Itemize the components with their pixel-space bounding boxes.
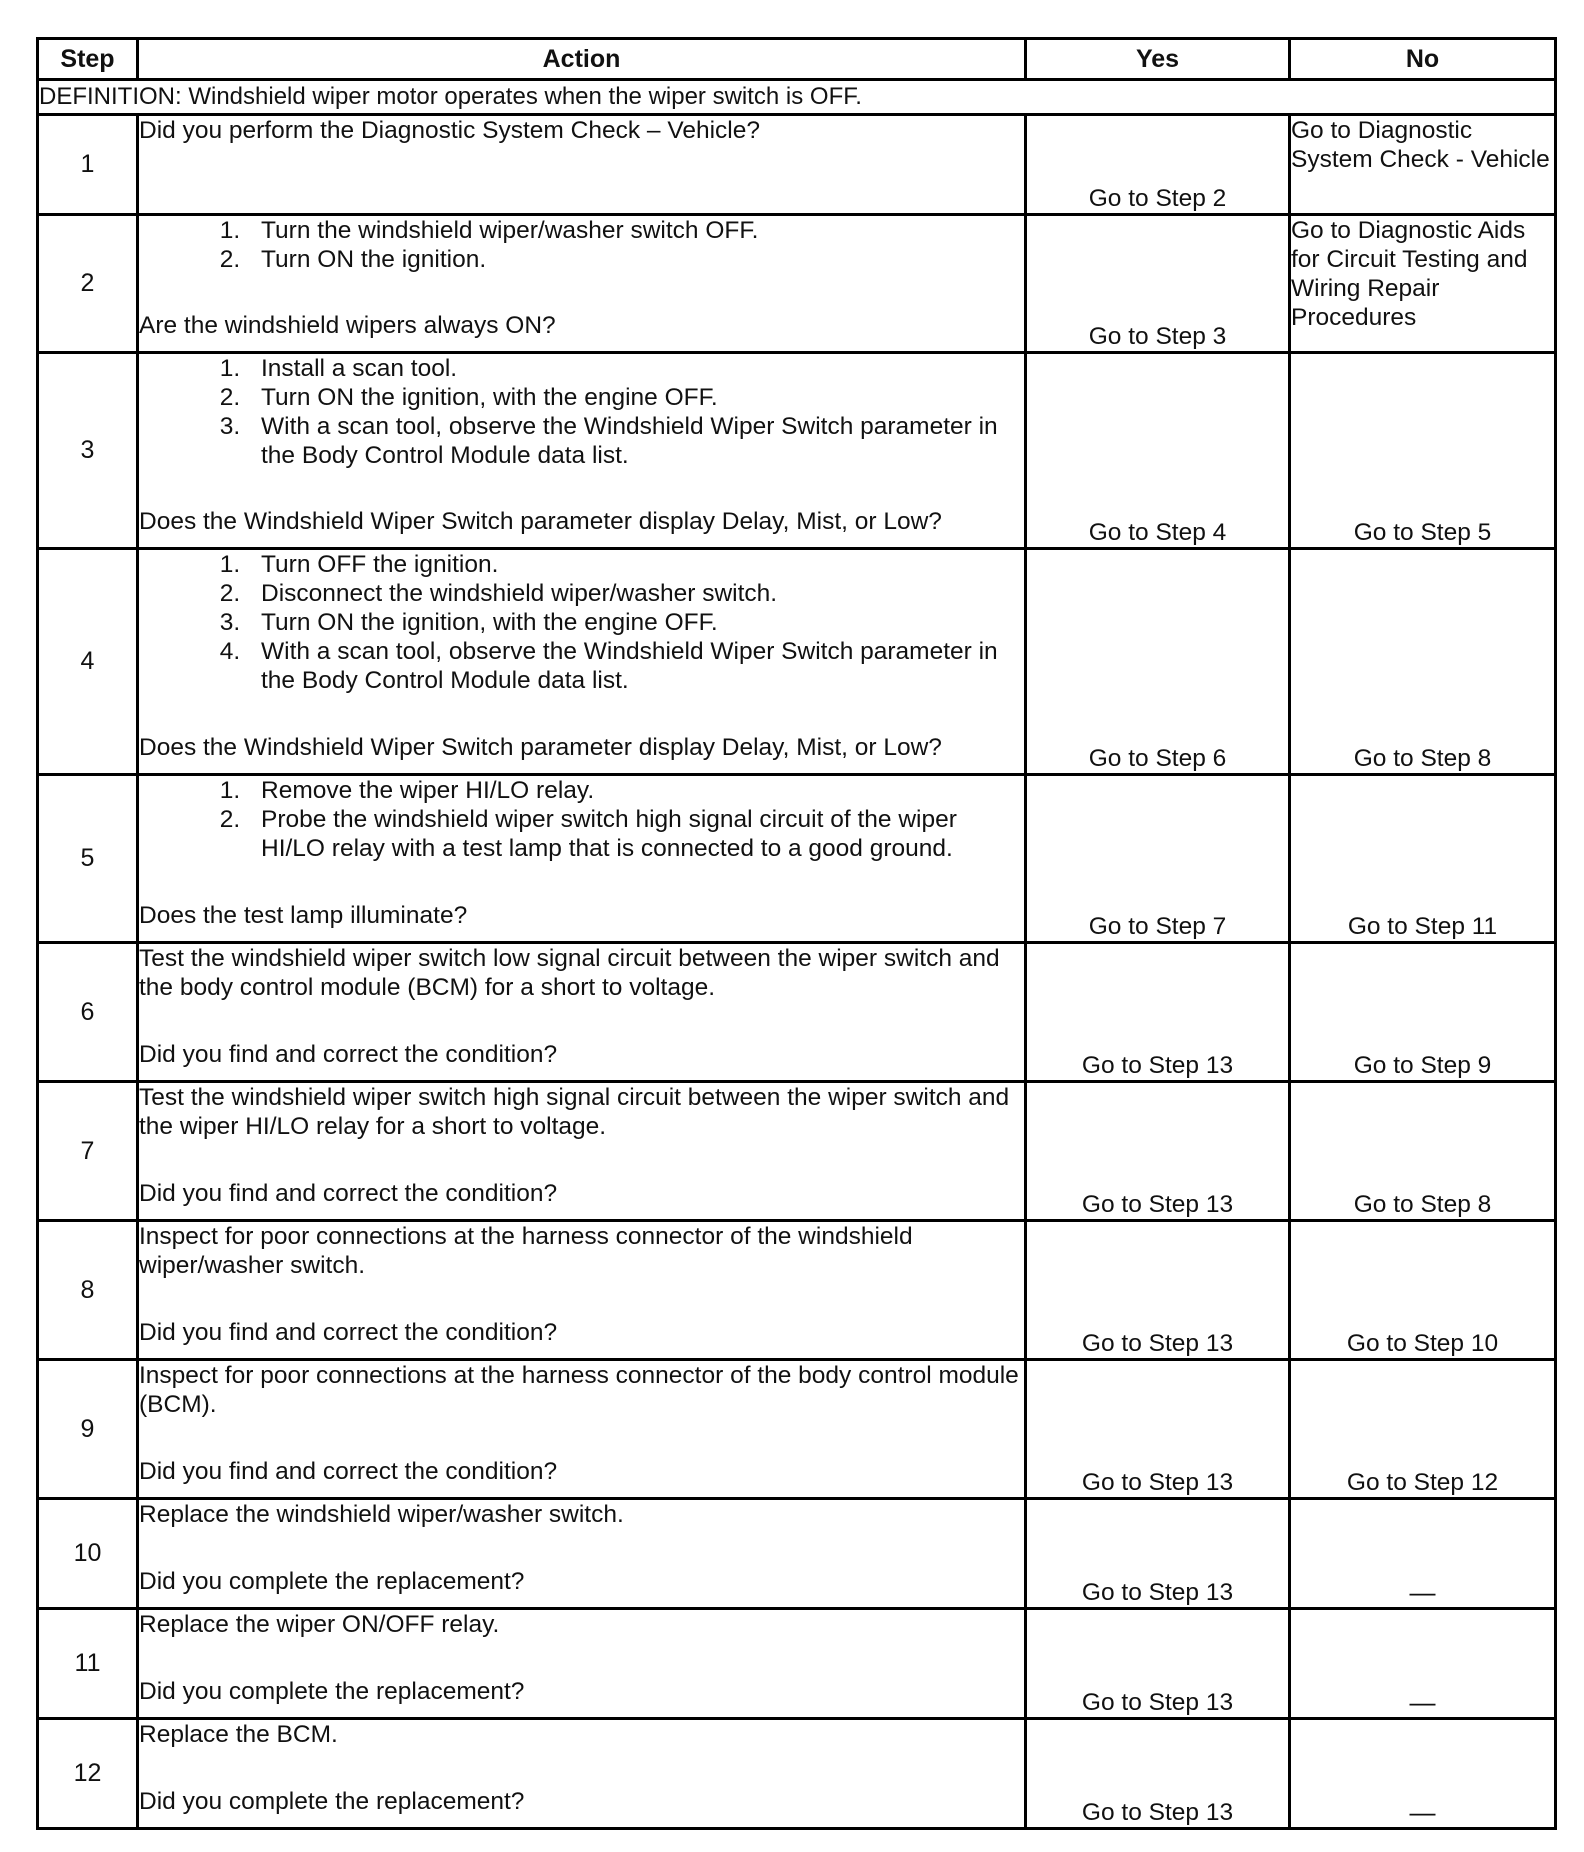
step-number: 7	[38, 1082, 138, 1221]
table-row	[38, 1360, 1556, 1499]
list-item: 3. Turn ON the ignition, with the engine OFF.	[247, 608, 1024, 637]
list-item: 4. With a scan tool, observe the Windshield Wiper Switch parameter in the Body Control Module data list.	[247, 637, 1024, 695]
step-number: 8	[38, 1221, 138, 1360]
yes-cell: Go to Step 13	[1026, 943, 1290, 1082]
action-question: Did you find and correct the condition?	[139, 1458, 558, 1485]
table-row	[38, 1082, 1556, 1221]
step-number: 9	[38, 1360, 138, 1499]
step-number: 11	[38, 1609, 138, 1719]
action-cell	[138, 1499, 1026, 1609]
yes-cell: Go to Step 7	[1026, 775, 1290, 943]
step-number: 5	[38, 775, 138, 943]
no-cell: —	[1290, 1499, 1556, 1609]
action-text: Did you perform the Diagnostic System Check – Vehicle?	[139, 117, 760, 144]
action-question: Did you complete the replacement?	[139, 1788, 525, 1815]
header-yes: Yes	[1026, 39, 1290, 80]
step-number: 6	[38, 943, 138, 1082]
action-question: Did you complete the replacement?	[139, 1678, 525, 1705]
list-item: 1. Turn OFF the ignition.	[247, 550, 1024, 579]
no-cell: Go to Step 9	[1290, 943, 1556, 1082]
action-steps-list	[139, 354, 1024, 470]
action-question: Does the Windshield Wiper Switch parameter display Delay, Mist, or Low?	[139, 734, 942, 761]
no-cell: Go to Step 8	[1290, 1082, 1556, 1221]
yes-cell: Go to Step 13	[1026, 1609, 1290, 1719]
action-cell	[138, 215, 1026, 353]
action-text: Replace the wiper ON/OFF relay.	[139, 1611, 500, 1638]
action-text: Replace the windshield wiper/washer switch.	[139, 1501, 624, 1528]
no-cell: Go to Diagnostic Aids for Circuit Testing and Wiring Repair Procedures	[1290, 215, 1556, 353]
header-step: Step	[38, 39, 138, 80]
yes-cell: Go to Step 13	[1026, 1719, 1290, 1829]
no-cell: Go to Step 12	[1290, 1360, 1556, 1499]
action-question: Are the windshield wipers always ON?	[139, 312, 556, 339]
no-cell: —	[1290, 1719, 1556, 1829]
table-row	[38, 1719, 1556, 1829]
yes-cell: Go to Step 4	[1026, 353, 1290, 549]
table-row	[38, 215, 1556, 353]
no-cell: Go to Diagnostic System Check - Vehicle	[1290, 115, 1556, 215]
header-row	[38, 39, 1556, 80]
list-item: 1. Turn the windshield wiper/washer switch OFF.	[247, 216, 1024, 245]
table-row	[38, 115, 1556, 215]
no-cell: Go to Step 5	[1290, 353, 1556, 549]
yes-cell: Go to Step 13	[1026, 1499, 1290, 1609]
diagnostic-table	[36, 37, 1557, 1830]
list-item: 1. Remove the wiper HI/LO relay.	[247, 776, 1024, 805]
list-item: 2. Turn ON the ignition.	[247, 245, 1024, 274]
action-cell	[138, 943, 1026, 1082]
action-cell	[138, 115, 1026, 215]
list-item: 2. Probe the windshield wiper switch high signal circuit of the wiper HI/LO relay with a test lamp that is connected to a good ground.	[247, 805, 1024, 863]
table-row	[38, 1609, 1556, 1719]
action-question: Does the test lamp illuminate?	[139, 902, 468, 929]
no-cell: Go to Step 11	[1290, 775, 1556, 943]
step-number: 10	[38, 1499, 138, 1609]
table-row	[38, 943, 1556, 1082]
definition-row	[38, 80, 1556, 115]
definition-text: DEFINITION: Windshield wiper motor operates when the wiper switch is OFF.	[38, 80, 1556, 115]
no-cell: Go to Step 10	[1290, 1221, 1556, 1360]
list-item: 1. Install a scan tool.	[247, 354, 1024, 383]
action-text: Inspect for poor connections at the harness connector of the windshield wiper/washer switch.	[139, 1223, 913, 1279]
action-cell	[138, 1360, 1026, 1499]
action-question: Did you find and correct the condition?	[139, 1319, 558, 1346]
action-cell	[138, 1082, 1026, 1221]
step-number: 3	[38, 353, 138, 549]
action-cell	[138, 1221, 1026, 1360]
table-row	[38, 775, 1556, 943]
action-text: Replace the BCM.	[139, 1721, 338, 1748]
list-item: 3. With a scan tool, observe the Windshield Wiper Switch parameter in the Body Control Module data list.	[247, 412, 1024, 470]
action-steps-list	[139, 216, 1024, 274]
header-no: No	[1290, 39, 1556, 80]
step-number: 1	[38, 115, 138, 215]
yes-cell: Go to Step 2	[1026, 115, 1290, 215]
action-question: Did you find and correct the condition?	[139, 1180, 558, 1207]
action-steps-list	[139, 550, 1024, 695]
table-row	[38, 1499, 1556, 1609]
list-item: 2. Disconnect the windshield wiper/washer switch.	[247, 579, 1024, 608]
action-text: Test the windshield wiper switch low signal circuit between the wiper switch and the body control module (BCM) for a short to voltage.	[139, 945, 1000, 1001]
step-number: 4	[38, 549, 138, 775]
no-cell: Go to Step 8	[1290, 549, 1556, 775]
action-question: Did you complete the replacement?	[139, 1568, 525, 1595]
table-row	[38, 353, 1556, 549]
list-item: 2. Turn ON the ignition, with the engine OFF.	[247, 383, 1024, 412]
action-cell	[138, 1609, 1026, 1719]
action-steps-list	[139, 776, 1024, 863]
yes-cell: Go to Step 13	[1026, 1221, 1290, 1360]
action-text: Test the windshield wiper switch high signal circuit between the wiper switch and the wiper HI/LO relay for a short to voltage.	[139, 1084, 1010, 1140]
table-row	[38, 1221, 1556, 1360]
no-cell: —	[1290, 1609, 1556, 1719]
header-action: Action	[138, 39, 1026, 80]
action-text: Inspect for poor connections at the harness connector of the body control module (BCM).	[139, 1362, 1019, 1418]
yes-cell: Go to Step 3	[1026, 215, 1290, 353]
step-number: 2	[38, 215, 138, 353]
action-question: Did you find and correct the condition?	[139, 1041, 558, 1068]
action-cell	[138, 353, 1026, 549]
step-number: 12	[38, 1719, 138, 1829]
action-question: Does the Windshield Wiper Switch parameter display Delay, Mist, or Low?	[139, 508, 942, 535]
table-row	[38, 549, 1556, 775]
action-cell	[138, 549, 1026, 775]
yes-cell: Go to Step 13	[1026, 1360, 1290, 1499]
action-cell	[138, 1719, 1026, 1829]
yes-cell: Go to Step 6	[1026, 549, 1290, 775]
action-cell	[138, 775, 1026, 943]
yes-cell: Go to Step 13	[1026, 1082, 1290, 1221]
